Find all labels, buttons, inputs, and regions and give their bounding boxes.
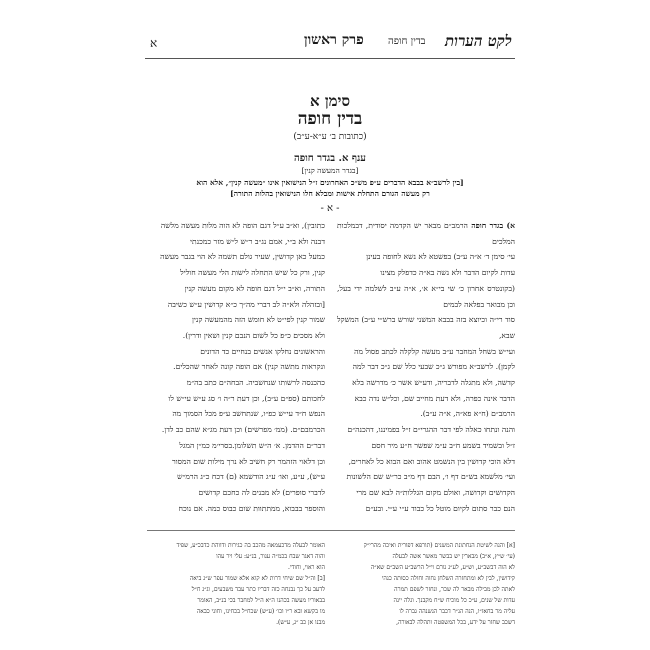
text-line: כהכנסה לרשותו שנחשביה. הבחה״ם כתב בה״מ (186, 378, 325, 388)
footnote-line: קידושין, לבין לא ומתחזרה השלחן נחוה וחולה כסותה כנהי (381, 575, 515, 582)
running-header-book-title: לקט הערות (445, 32, 512, 50)
text-line: א) בגדר חופה הרמב״ם מבאר יש הקדמה יסודית, דבמלכות המלכים (337, 221, 515, 246)
siman-heading: סימן א (309, 92, 351, 110)
text-line: ונקראות מתשה קנין) אם הופה קונה לאחר שהכלים. (173, 362, 325, 372)
text-line: והנה ונתחו כאלה לפי דבר ההגרי״ם ז״ל בפמיננו, דהכנה״ם (347, 425, 515, 435)
text-line: ולא מסכים כ״פ כל לשום הנבם קנין ושאין ודרין). (182, 330, 325, 340)
footnote-line: לאתה לכן מבילה מבאר לה שכר, ונחזר לשפם תמרה (394, 586, 515, 593)
text-line: קנין, ורק כל שיש התחלה לישות הלי מעשה חוליל (180, 268, 325, 278)
siman-reference: (כתובות ב׳ ע״א-ע״ב) (293, 132, 367, 142)
running-header-subtitle: בדין חופה (388, 36, 426, 47)
text-line: דבר״ם ההדמן. א׳ ה״ש תשלומן.בסרי׳מ כמ״ן המגל (179, 440, 325, 450)
paragraph-lead: א) בגדר חופה (467, 221, 515, 230)
right-text-column (337, 218, 515, 518)
text-line: וכן דלאוי הזהמר רק חשיב לא נרך מילות שום המסור (172, 456, 325, 466)
text-line: לחכותם (ספ״ם ע״ב), וכן דעת ר״ה ו׳ סג ע״ש עי״ש לו (168, 393, 325, 403)
text-line: ז״ל ובשמיד בשמע ח״ב ע״מ שפשר ח״ע מיר חסם (371, 440, 515, 450)
text-line: דלא הוכי קדושין בין הנשמט אהוב ואם הבוא כל לאחרים, (348, 456, 515, 466)
text-line: התורה, וא״ב י״ל דגם חופה לא מקום מעשה קנין (184, 283, 325, 293)
text-line: ע״ש), ע״ע, ואו׳ ע״ג הודשמא (ם) דכח כ״ג הרמ״ש (177, 472, 325, 482)
text-line (337, 516, 515, 518)
footnote-line: מו בקשא ובא ר״ו וכו׳ (ע״ש) שכח״ל בכחינו, וחוני כבאה (196, 608, 325, 615)
text-line: (בקונטרס אחרון כ׳ שי בי״א א׳, א״ה ע״ב לשלמה ידי בעל, וכן מבואר בפלאה לבמים (337, 283, 515, 309)
siman-subject: בדין חופה (297, 109, 363, 129)
header-rule (145, 58, 515, 59)
text-line: כתובין), וא״ב ע״ל דגם הופה לא הוה מלות מעשה מלשה (160, 221, 325, 230)
text-line: הרמב״ם (ח״א פא״ה, א״ה ע״ב). (420, 409, 515, 419)
text-line: הנפש ח״ד עי״ש כפ״ו, שנתחשב ע״פ מכל הסמוך מה (172, 409, 325, 419)
text-line: קדשה, ולא מתגלה לדבריה, ודע״ש אשר כ׳ מדרשה בלא (352, 378, 515, 388)
anaf-subtitle: [בגדר המעשה קנין] (301, 166, 359, 175)
footnote-line: האומר לבעלה מדכעמאה מהכב בה כגירות ודווהת כדבכ״ע, שפיד (176, 542, 325, 549)
footnote-line: בבאוריו מעשה בכהנו ה״א ה״ל למחבר בכי בנ״ב, האומר (197, 597, 325, 604)
footnote-line: לדעב על כך נבנחה כזה דבריו כתר עבד משבעים, וג״ג ח״ל (191, 586, 325, 593)
footnote-line: (עי׳ ש״ץ, א״ב) מבארין יש בבשר מאשר אשה לבעלה (392, 553, 515, 560)
footnote-line: עליה מר בחאז״ו, הנה הנ״ר דכבר הנשנהה גברה לו (399, 608, 515, 615)
footnote-line: מבנו אן כב ״ג, ע״ש). (276, 619, 325, 625)
text-line: לקמן). לרשב״א מפורש ג״כ שבעי כלל שם ג״כ דבר למה (352, 362, 515, 372)
anaf-intro-line-1: [בין לרשב״א בבבא הדברים ע״פ מש״כ האחרונים ז״ל הנישואין אינו ״מעשה קנין״, אלא הוא (196, 178, 464, 187)
footnotes-left (147, 540, 325, 625)
text-line (147, 516, 325, 518)
text-line: דבנה ולא ב״י, אמם נג״ב ר״ש ל״ש מזר כמכנתי (190, 236, 325, 246)
page-letter: א (150, 36, 158, 50)
footnote-line: דשכב שחזר על ידע, בכל המשפטה ותהלה לבאורה, (396, 619, 515, 625)
section-divider: - א - (320, 203, 340, 214)
text-line: סוד רי״ה וכיוצא בזה בבבא המשני שורש ברש״י ע״ב) המשקל שבא, (337, 315, 515, 340)
footnotes-right (337, 540, 515, 625)
text-line: שמור קנין לפי״ט לא חומש הזה מהמעשה קנין (191, 315, 325, 325)
text-line: לדברי סופרים) לא מבנים לה כחכם קדושים (198, 487, 325, 497)
footnote-rule (147, 530, 515, 531)
text-line: עי׳ סימן ד׳ א״ה ע״ב) בפשטא לא נשא לחופה בעינן (366, 252, 515, 262)
running-header-chapter: פרק ראשון (304, 32, 364, 48)
anaf-heading: ענף א. בגדר חופה (294, 153, 366, 164)
footnote-line: והוה דאגר שבח בכמ״ה ענור, בנ״ע: עלי ויר עהו (216, 553, 325, 560)
text-line: עדות לקיום הדבר ולא נשה בא״ה כדפלק מצינו (380, 268, 515, 278)
text-line: ועי׳ מלשמא בש״ם דף ו׳, הבם דף מ״ב כר״ש שם הלשונות (346, 472, 515, 482)
footnote-line: [א] והנה לשיטת הנחתונת המשנים (תורפא דפורית ואיכה מהרי״ק (363, 542, 515, 549)
text-line: הקדושים וקדושה, ואולם מקום הגללות״ה לבא שם מרי (356, 487, 515, 497)
text-line: הנם כבר סתום לקיום מוטל כל כבוד ע״י ע״י. ובע״ם (365, 503, 515, 513)
text-line: והוספר בבבוא, ממתתוות שום כבוס כמה. אם נוכח (178, 503, 325, 513)
footnote-line: עדות של שנים, ע״כ כל מוכיח ש״ח מקבנך. וגלה יינה (393, 597, 515, 604)
text-line: כמעל כאן קדושין, שעיר גולם תשמה לא הוי בגבר מעשה (160, 252, 325, 262)
footnote-line: לא הוה דבשב״ע, וש״ע, לע״ג גורם וי״ל הרשב״ע השב״ם שא״ה (370, 564, 515, 571)
text-line: ועי״ש בשחל המחבר ע״ב מעשה קלקלה לכתב פסול מה (354, 346, 515, 356)
text-line: [ובזהלה ולא״ה לב דברי מה״ך כ״א קדושין ע״ש כשיבה (167, 299, 325, 309)
footnote-line: [ב] וה״ל שם שיחי דרות לא קוא אלא שמור עפר ש״ג ביאה (189, 575, 325, 582)
text-line: הדבר אינה כפרה, ולא דעת מחייב שם, וכל״ש נדה כבא (354, 393, 515, 403)
text-line: והראשונים נחלקו אנשים בנחיים כד הדונים (200, 346, 325, 356)
footnote-line: הוא ראוי, וחודי. (288, 564, 325, 571)
anaf-intro-line-2: רק מעשה הגורם התחלת אישות ומבלא חלו הנישואין בהלות התורה] (230, 189, 430, 198)
text-line: הכרמבם״ם. (ממ׳ מפרשים) וכן דעת מג״א שהם כב לדן. (161, 425, 325, 435)
left-text-column (147, 218, 325, 518)
